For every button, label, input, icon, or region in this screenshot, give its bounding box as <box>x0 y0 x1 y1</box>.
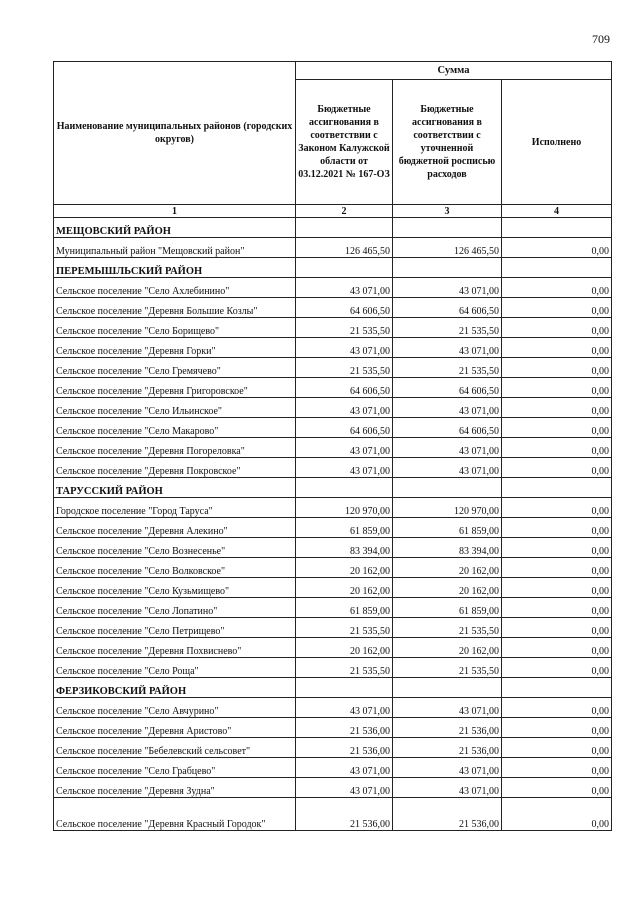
header-name-column: Наименование муниципальных районов (городских округов) <box>54 62 296 205</box>
row-refined-amount: 120 970,00 <box>393 498 502 518</box>
table-row <box>54 698 612 718</box>
row-law-amount: 21 536,00 <box>296 798 393 831</box>
row-name: Сельское поселение "Село Макарово" <box>54 418 296 438</box>
row-name: Муниципальный район "Мещовский район" <box>54 238 296 258</box>
row-law-amount: 43 071,00 <box>296 778 393 798</box>
row-executed-amount: 0,00 <box>502 318 612 338</box>
row-name: Сельское поселение "Деревня Зудна" <box>54 778 296 798</box>
row-executed-amount: 0,00 <box>502 778 612 798</box>
row-refined-amount: 43 071,00 <box>393 698 502 718</box>
row-name: Сельское поселение "Бебелевский сельсовет" <box>54 738 296 758</box>
row-refined-amount: 21 535,50 <box>393 318 502 338</box>
table-row <box>54 558 612 578</box>
row-law-amount: 21 535,50 <box>296 658 393 678</box>
empty-cell <box>502 478 612 498</box>
row-name: Сельское поселение "Село Вознесенье" <box>54 538 296 558</box>
row-refined-amount: 21 536,00 <box>393 718 502 738</box>
row-executed-amount: 0,00 <box>502 238 612 258</box>
empty-cell <box>296 478 393 498</box>
section-header-row <box>54 218 612 238</box>
row-law-amount: 43 071,00 <box>296 278 393 298</box>
row-name: Городское поселение "Город Таруса" <box>54 498 296 518</box>
row-executed-amount: 0,00 <box>502 578 612 598</box>
row-refined-amount: 43 071,00 <box>393 398 502 418</box>
row-refined-amount: 20 162,00 <box>393 578 502 598</box>
row-law-amount: 126 465,50 <box>296 238 393 258</box>
section-title: ТАРУССКИЙ РАЙОН <box>54 478 296 498</box>
table-row <box>54 418 612 438</box>
row-refined-amount: 64 606,50 <box>393 298 502 318</box>
row-executed-amount: 0,00 <box>502 738 612 758</box>
row-executed-amount: 0,00 <box>502 758 612 778</box>
header-num-3: 3 <box>393 205 502 218</box>
row-refined-amount: 21 535,50 <box>393 618 502 638</box>
row-name: Сельское поселение "Деревня Аристово" <box>54 718 296 738</box>
header-sum: Сумма <box>296 62 612 80</box>
row-law-amount: 120 970,00 <box>296 498 393 518</box>
table-body <box>54 218 612 831</box>
empty-cell <box>502 218 612 238</box>
row-name: Сельское поселение "Деревня Большие Козлы" <box>54 298 296 318</box>
row-name: Сельское поселение "Деревня Похвиснево" <box>54 638 296 658</box>
row-law-amount: 43 071,00 <box>296 758 393 778</box>
row-refined-amount: 21 535,50 <box>393 358 502 378</box>
row-executed-amount: 0,00 <box>502 418 612 438</box>
row-name: Сельское поселение "Село Грабцево" <box>54 758 296 778</box>
table-row <box>54 758 612 778</box>
row-executed-amount: 0,00 <box>502 278 612 298</box>
row-refined-amount: 20 162,00 <box>393 558 502 578</box>
row-name: Сельское поселение "Село Кузьмищево" <box>54 578 296 598</box>
table-row <box>54 438 612 458</box>
table-row <box>54 358 612 378</box>
row-executed-amount: 0,00 <box>502 558 612 578</box>
row-law-amount: 43 071,00 <box>296 398 393 418</box>
row-executed-amount: 0,00 <box>502 718 612 738</box>
row-executed-amount: 0,00 <box>502 358 612 378</box>
table-row <box>54 318 612 338</box>
row-law-amount: 61 859,00 <box>296 518 393 538</box>
row-law-amount: 21 535,50 <box>296 358 393 378</box>
row-refined-amount: 43 071,00 <box>393 778 502 798</box>
row-name: Сельское поселение "Село Авчурино" <box>54 698 296 718</box>
row-name: Сельское поселение "Село Борищево" <box>54 318 296 338</box>
table-row <box>54 638 612 658</box>
table-row <box>54 518 612 538</box>
row-executed-amount: 0,00 <box>502 598 612 618</box>
header-num-2: 2 <box>296 205 393 218</box>
row-refined-amount: 21 536,00 <box>393 798 502 831</box>
empty-cell <box>502 678 612 698</box>
row-refined-amount: 43 071,00 <box>393 758 502 778</box>
section-title: МЕЩОВСКИЙ РАЙОН <box>54 218 296 238</box>
table-row <box>54 458 612 478</box>
empty-cell <box>393 258 502 278</box>
row-executed-amount: 0,00 <box>502 698 612 718</box>
row-name: Сельское поселение "Деревня Алекино" <box>54 518 296 538</box>
row-law-amount: 21 535,50 <box>296 618 393 638</box>
row-refined-amount: 43 071,00 <box>393 438 502 458</box>
header-col-refined: Бюджетные ассигнования в соответствии с уточненной бюджетной росписью расходов <box>393 80 502 205</box>
empty-cell <box>296 258 393 278</box>
table-row <box>54 738 612 758</box>
row-name: Сельское поселение "Деревня Погореловка" <box>54 438 296 458</box>
row-law-amount: 64 606,50 <box>296 298 393 318</box>
header-col-executed: Исполнено <box>502 80 612 205</box>
table-row <box>54 298 612 318</box>
row-law-amount: 61 859,00 <box>296 598 393 618</box>
row-executed-amount: 0,00 <box>502 338 612 358</box>
row-law-amount: 64 606,50 <box>296 418 393 438</box>
row-name: Сельское поселение "Село Ильинское" <box>54 398 296 418</box>
empty-cell <box>393 478 502 498</box>
table-row <box>54 718 612 738</box>
table-row <box>54 498 612 518</box>
empty-cell <box>393 678 502 698</box>
section-header-row <box>54 478 612 498</box>
row-name: Сельское поселение "Деревня Горки" <box>54 338 296 358</box>
row-refined-amount: 43 071,00 <box>393 458 502 478</box>
row-law-amount: 20 162,00 <box>296 578 393 598</box>
row-name: Сельское поселение "Село Волковское" <box>54 558 296 578</box>
row-refined-amount: 43 071,00 <box>393 338 502 358</box>
row-executed-amount: 0,00 <box>502 658 612 678</box>
row-law-amount: 43 071,00 <box>296 698 393 718</box>
table-row <box>54 598 612 618</box>
row-name: Сельское поселение "Деревня Покровское" <box>54 458 296 478</box>
header-num-4: 4 <box>502 205 612 218</box>
row-executed-amount: 0,00 <box>502 798 612 831</box>
empty-cell <box>296 218 393 238</box>
table-row <box>54 618 612 638</box>
row-name: Сельское поселение "Село Гремячево" <box>54 358 296 378</box>
row-law-amount: 43 071,00 <box>296 458 393 478</box>
row-name: Сельское поселение "Село Лопатино" <box>54 598 296 618</box>
table-row <box>54 778 612 798</box>
row-executed-amount: 0,00 <box>502 438 612 458</box>
section-header-row <box>54 258 612 278</box>
section-title: ФЕРЗИКОВСКИЙ РАЙОН <box>54 678 296 698</box>
table-row <box>54 658 612 678</box>
row-law-amount: 21 536,00 <box>296 718 393 738</box>
row-executed-amount: 0,00 <box>502 398 612 418</box>
header-col-law: Бюджетные ассигнования в соответствии с Законом Калужской области от 03.12.2021 № 167-ОЗ <box>296 80 393 205</box>
row-refined-amount: 43 071,00 <box>393 278 502 298</box>
row-executed-amount: 0,00 <box>502 618 612 638</box>
row-refined-amount: 21 535,50 <box>393 658 502 678</box>
row-law-amount: 43 071,00 <box>296 438 393 458</box>
table-row <box>54 538 612 558</box>
row-name: Сельское поселение "Деревня Красный Городок" <box>54 798 296 831</box>
row-executed-amount: 0,00 <box>502 518 612 538</box>
row-executed-amount: 0,00 <box>502 498 612 518</box>
row-refined-amount: 61 859,00 <box>393 518 502 538</box>
row-executed-amount: 0,00 <box>502 378 612 398</box>
section-header-row <box>54 678 612 698</box>
row-refined-amount: 21 536,00 <box>393 738 502 758</box>
row-executed-amount: 0,00 <box>502 638 612 658</box>
budget-table <box>53 61 612 831</box>
row-name: Сельское поселение "Село Петрищево" <box>54 618 296 638</box>
row-law-amount: 21 535,50 <box>296 318 393 338</box>
row-law-amount: 20 162,00 <box>296 558 393 578</box>
table-row <box>54 238 612 258</box>
row-refined-amount: 20 162,00 <box>393 638 502 658</box>
row-law-amount: 43 071,00 <box>296 338 393 358</box>
table-row <box>54 798 612 831</box>
table-row <box>54 278 612 298</box>
table-row <box>54 398 612 418</box>
table-row <box>54 338 612 358</box>
empty-cell <box>296 678 393 698</box>
row-refined-amount: 61 859,00 <box>393 598 502 618</box>
empty-cell <box>393 218 502 238</box>
row-refined-amount: 64 606,50 <box>393 378 502 398</box>
empty-cell <box>502 258 612 278</box>
row-law-amount: 83 394,00 <box>296 538 393 558</box>
row-executed-amount: 0,00 <box>502 458 612 478</box>
row-refined-amount: 83 394,00 <box>393 538 502 558</box>
row-refined-amount: 64 606,50 <box>393 418 502 438</box>
table-row <box>54 378 612 398</box>
row-law-amount: 64 606,50 <box>296 378 393 398</box>
row-law-amount: 21 536,00 <box>296 738 393 758</box>
row-executed-amount: 0,00 <box>502 538 612 558</box>
row-refined-amount: 126 465,50 <box>393 238 502 258</box>
table-row <box>54 578 612 598</box>
row-name: Сельское поселение "Деревня Григоровское" <box>54 378 296 398</box>
row-executed-amount: 0,00 <box>502 298 612 318</box>
header-num-1: 1 <box>54 205 296 218</box>
row-name: Сельское поселение "Село Роща" <box>54 658 296 678</box>
row-law-amount: 20 162,00 <box>296 638 393 658</box>
section-title: ПЕРЕМЫШЛЬСКИЙ РАЙОН <box>54 258 296 278</box>
page-number: 709 <box>592 32 610 46</box>
row-name: Сельское поселение "Село Ахлебинино" <box>54 278 296 298</box>
